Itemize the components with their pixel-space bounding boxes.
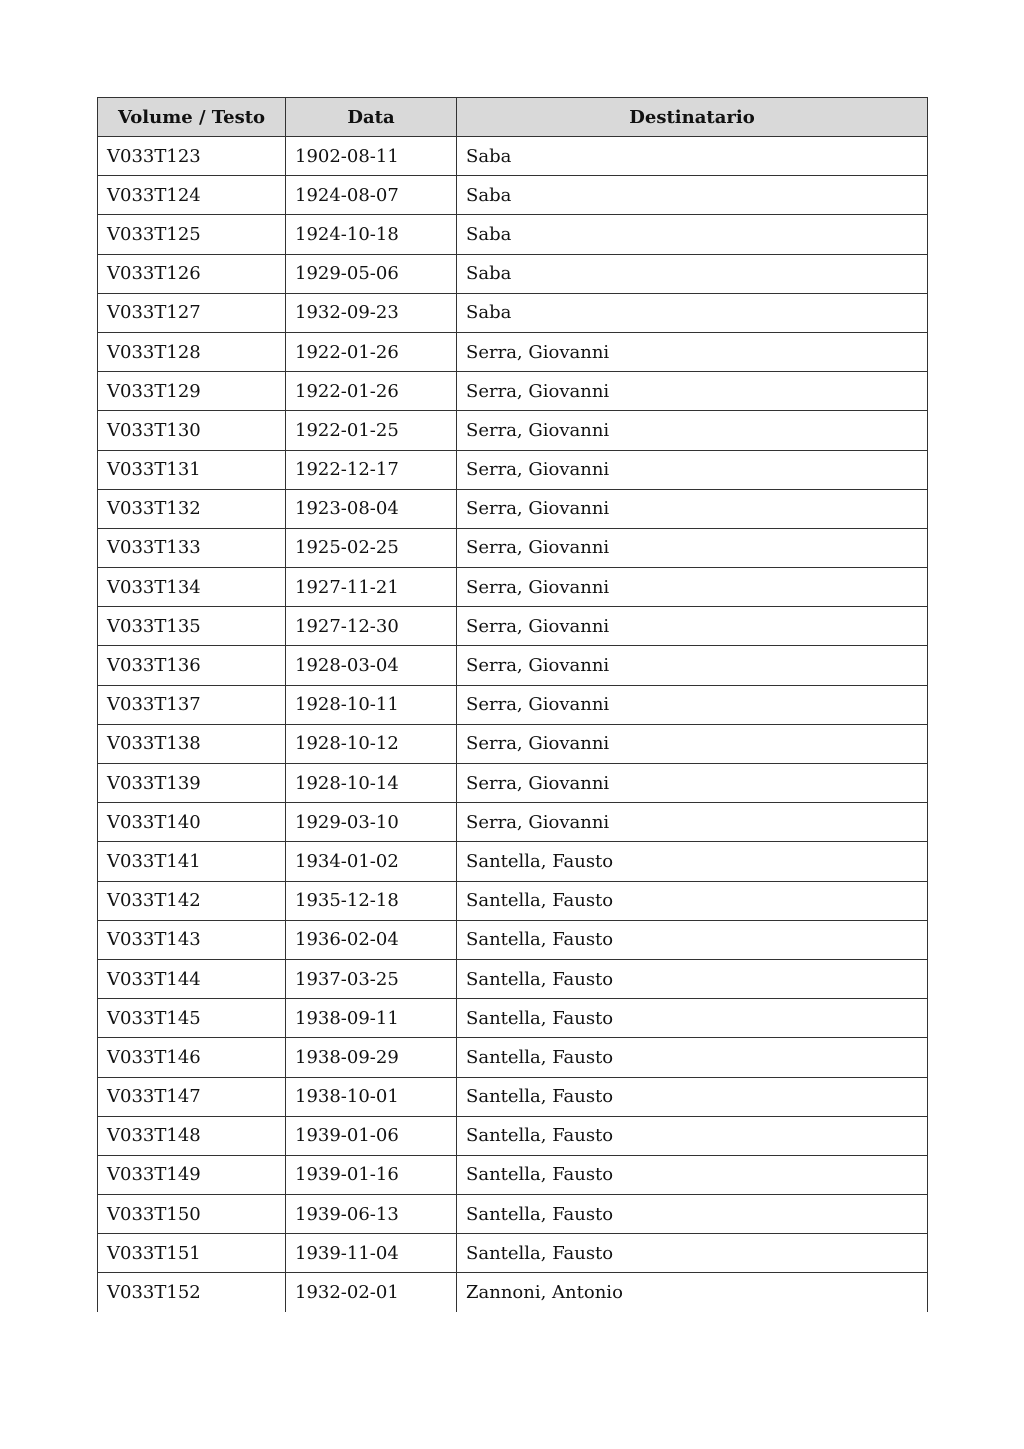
cell-destinatario: Santella, Fausto: [457, 881, 928, 920]
cell-destinatario: Santella, Fausto: [457, 959, 928, 998]
cell-destinatario: Serra, Giovanni: [457, 528, 928, 567]
table-row: [98, 332, 928, 371]
cell-data: 1922-12-17: [286, 450, 457, 489]
letters-table: [97, 97, 928, 1312]
cell-volume-testo: V033T124: [98, 176, 286, 215]
table-row: [98, 646, 928, 685]
cell-destinatario: Serra, Giovanni: [457, 489, 928, 528]
table-row: [98, 254, 928, 293]
cell-destinatario: Santella, Fausto: [457, 1077, 928, 1116]
cell-volume-testo: V033T133: [98, 528, 286, 567]
cell-destinatario: Santella, Fausto: [457, 1038, 928, 1077]
cell-volume-testo: V033T147: [98, 1077, 286, 1116]
cell-volume-testo: V033T132: [98, 489, 286, 528]
table-row: [98, 1038, 928, 1077]
cell-data: 1922-01-25: [286, 411, 457, 450]
cell-destinatario: Serra, Giovanni: [457, 685, 928, 724]
column-header-data: Data: [286, 98, 457, 137]
cell-data: 1935-12-18: [286, 881, 457, 920]
cell-data: 1927-12-30: [286, 607, 457, 646]
cell-volume-testo: V033T142: [98, 881, 286, 920]
column-header-destinatario: Destinatario: [457, 98, 928, 137]
cell-data: 1922-01-26: [286, 372, 457, 411]
cell-data: 1929-03-10: [286, 803, 457, 842]
table-row: [98, 215, 928, 254]
table-row: [98, 1155, 928, 1194]
cell-data: 1932-02-01: [286, 1273, 457, 1312]
cell-volume-testo: V033T135: [98, 607, 286, 646]
table-row: [98, 176, 928, 215]
cell-data: 1928-10-12: [286, 724, 457, 763]
cell-destinatario: Santella, Fausto: [457, 999, 928, 1038]
table-row: [98, 764, 928, 803]
table-row: [98, 372, 928, 411]
cell-destinatario: Santella, Fausto: [457, 1116, 928, 1155]
table-row: [98, 685, 928, 724]
table-row: [98, 528, 928, 567]
table-row: [98, 803, 928, 842]
cell-volume-testo: V033T134: [98, 568, 286, 607]
table-row: [98, 137, 928, 176]
cell-data: 1938-10-01: [286, 1077, 457, 1116]
table-row: [98, 959, 928, 998]
cell-destinatario: Santella, Fausto: [457, 1195, 928, 1234]
cell-data: 1925-02-25: [286, 528, 457, 567]
table-row: [98, 881, 928, 920]
cell-volume-testo: V033T143: [98, 920, 286, 959]
cell-destinatario: Serra, Giovanni: [457, 646, 928, 685]
table-row: [98, 920, 928, 959]
table-row: [98, 411, 928, 450]
table-header-row: [98, 98, 928, 137]
cell-data: 1924-08-07: [286, 176, 457, 215]
cell-data: 1938-09-11: [286, 999, 457, 1038]
cell-data: 1937-03-25: [286, 959, 457, 998]
cell-volume-testo: V033T146: [98, 1038, 286, 1077]
cell-destinatario: Serra, Giovanni: [457, 568, 928, 607]
table-row: [98, 450, 928, 489]
cell-volume-testo: V033T131: [98, 450, 286, 489]
cell-volume-testo: V033T139: [98, 764, 286, 803]
cell-data: 1939-01-16: [286, 1155, 457, 1194]
cell-destinatario: Serra, Giovanni: [457, 607, 928, 646]
cell-data: 1928-10-11: [286, 685, 457, 724]
cell-volume-testo: V033T152: [98, 1273, 286, 1312]
cell-volume-testo: V033T130: [98, 411, 286, 450]
table-row: [98, 1234, 928, 1273]
cell-data: 1927-11-21: [286, 568, 457, 607]
cell-destinatario: Saba: [457, 293, 928, 332]
column-header-volume-testo: Volume / Testo: [98, 98, 286, 137]
cell-data: 1922-01-26: [286, 332, 457, 371]
table-row: [98, 293, 928, 332]
cell-data: 1932-09-23: [286, 293, 457, 332]
cell-destinatario: Serra, Giovanni: [457, 450, 928, 489]
cell-destinatario: Santella, Fausto: [457, 1234, 928, 1273]
cell-volume-testo: V033T145: [98, 999, 286, 1038]
table-row: [98, 568, 928, 607]
cell-destinatario: Santella, Fausto: [457, 842, 928, 881]
table-row: [98, 1273, 928, 1312]
table-row: [98, 1077, 928, 1116]
cell-data: 1939-11-04: [286, 1234, 457, 1273]
cell-destinatario: Serra, Giovanni: [457, 372, 928, 411]
cell-data: 1939-01-06: [286, 1116, 457, 1155]
cell-volume-testo: V033T128: [98, 332, 286, 371]
cell-destinatario: Serra, Giovanni: [457, 724, 928, 763]
cell-data: 1938-09-29: [286, 1038, 457, 1077]
cell-volume-testo: V033T126: [98, 254, 286, 293]
table-row: [98, 842, 928, 881]
table-row: [98, 1195, 928, 1234]
cell-volume-testo: V033T127: [98, 293, 286, 332]
table-body: [98, 137, 928, 1313]
cell-volume-testo: V033T141: [98, 842, 286, 881]
cell-volume-testo: V033T150: [98, 1195, 286, 1234]
table-row: [98, 489, 928, 528]
cell-destinatario: Saba: [457, 176, 928, 215]
cell-data: 1923-08-04: [286, 489, 457, 528]
cell-data: 1936-02-04: [286, 920, 457, 959]
cell-destinatario: Santella, Fausto: [457, 920, 928, 959]
cell-destinatario: Saba: [457, 215, 928, 254]
cell-volume-testo: V033T138: [98, 724, 286, 763]
cell-destinatario: Zannoni, Antonio: [457, 1273, 928, 1312]
cell-volume-testo: V033T129: [98, 372, 286, 411]
cell-volume-testo: V033T151: [98, 1234, 286, 1273]
cell-destinatario: Serra, Giovanni: [457, 411, 928, 450]
cell-destinatario: Saba: [457, 254, 928, 293]
cell-data: 1934-01-02: [286, 842, 457, 881]
cell-destinatario: Saba: [457, 137, 928, 176]
table-row: [98, 724, 928, 763]
cell-data: 1902-08-11: [286, 137, 457, 176]
table-row: [98, 607, 928, 646]
cell-destinatario: Serra, Giovanni: [457, 764, 928, 803]
cell-volume-testo: V033T140: [98, 803, 286, 842]
cell-volume-testo: V033T125: [98, 215, 286, 254]
table-row: [98, 1116, 928, 1155]
cell-destinatario: Serra, Giovanni: [457, 332, 928, 371]
cell-destinatario: Santella, Fausto: [457, 1155, 928, 1194]
table-row: [98, 999, 928, 1038]
cell-data: 1939-06-13: [286, 1195, 457, 1234]
cell-volume-testo: V033T137: [98, 685, 286, 724]
cell-data: 1929-05-06: [286, 254, 457, 293]
cell-destinatario: Serra, Giovanni: [457, 803, 928, 842]
cell-volume-testo: V033T144: [98, 959, 286, 998]
cell-data: 1928-10-14: [286, 764, 457, 803]
cell-volume-testo: V033T123: [98, 137, 286, 176]
cell-data: 1924-10-18: [286, 215, 457, 254]
cell-volume-testo: V033T136: [98, 646, 286, 685]
cell-volume-testo: V033T148: [98, 1116, 286, 1155]
cell-data: 1928-03-04: [286, 646, 457, 685]
cell-volume-testo: V033T149: [98, 1155, 286, 1194]
